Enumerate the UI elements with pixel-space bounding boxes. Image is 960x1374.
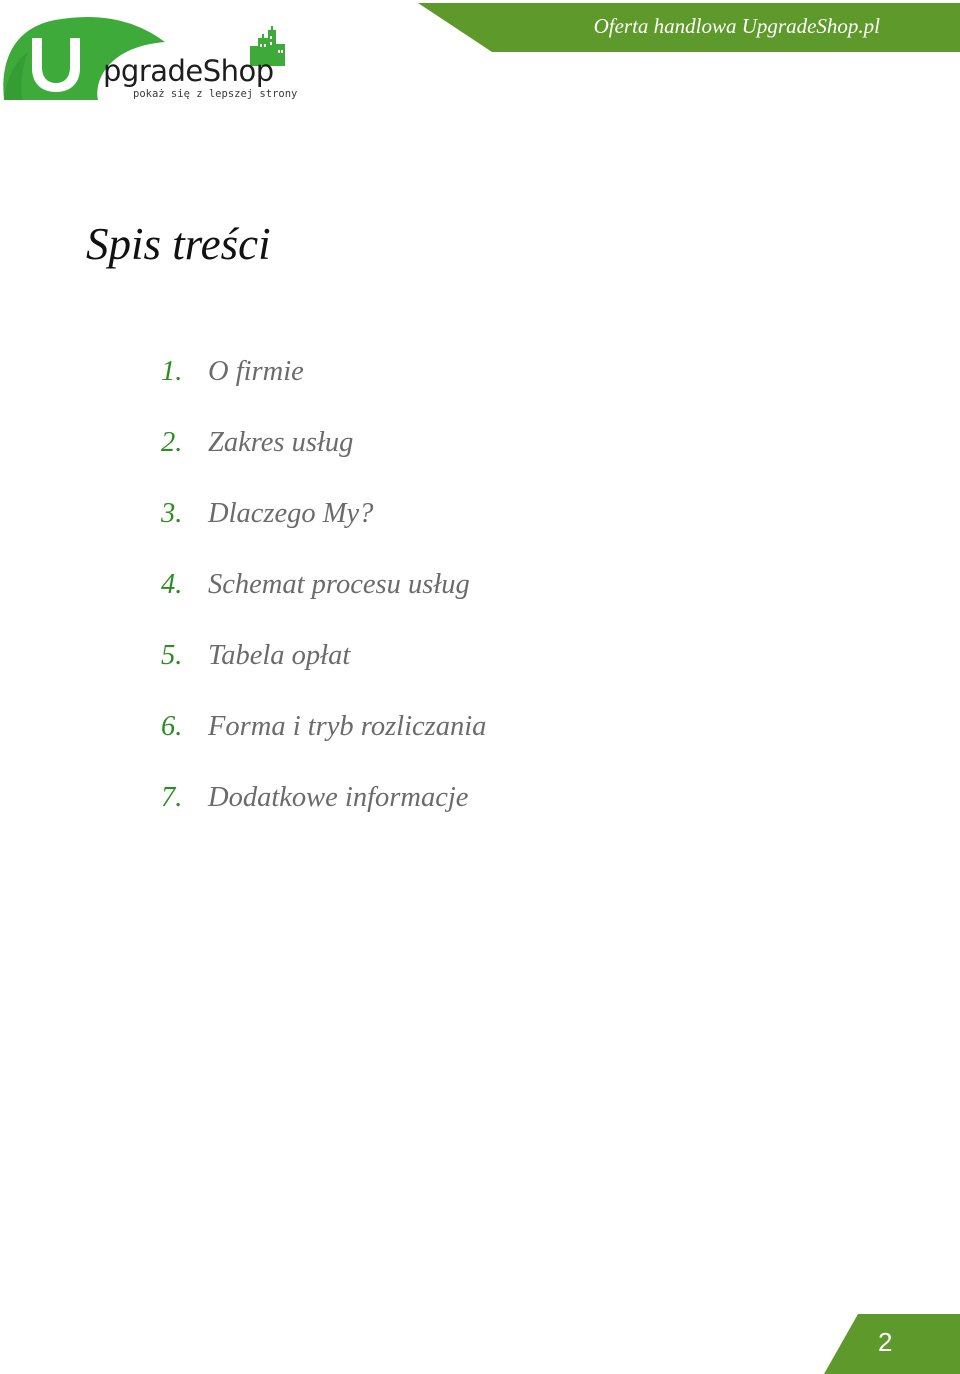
page-title: Spis treści [86, 219, 271, 269]
toc-item-label: O firmie [208, 356, 304, 387]
header-title: Oferta handlowa UpgradeShop.pl [593, 14, 880, 38]
page-number-badge [824, 1314, 960, 1374]
logo [0, 0, 300, 112]
toc-item-label: Dlaczego My? [208, 498, 374, 529]
toc-item-number: 1. [161, 356, 183, 387]
toc-item-label: Tabela opłat [208, 640, 351, 671]
toc-item-number: 5. [161, 640, 183, 671]
toc-item-number: 6. [161, 711, 183, 742]
toc-item-number: 2. [161, 427, 183, 458]
toc-item-number: 3. [161, 498, 183, 529]
toc-item-number: 7. [161, 782, 183, 813]
toc-item-label: Dodatkowe informacje [208, 782, 469, 813]
logo-name: pgradeShop [103, 54, 274, 88]
toc-item-label: Forma i tryb rozliczania [208, 711, 487, 742]
logo-tagline: pokaż się z lepszej strony [133, 88, 298, 100]
toc-item-label: Schemat procesu usług [208, 569, 470, 600]
toc-item-number: 4. [161, 569, 183, 600]
page-number: 2 [878, 1327, 893, 1357]
toc-item-label: Zakres usług [208, 427, 354, 458]
